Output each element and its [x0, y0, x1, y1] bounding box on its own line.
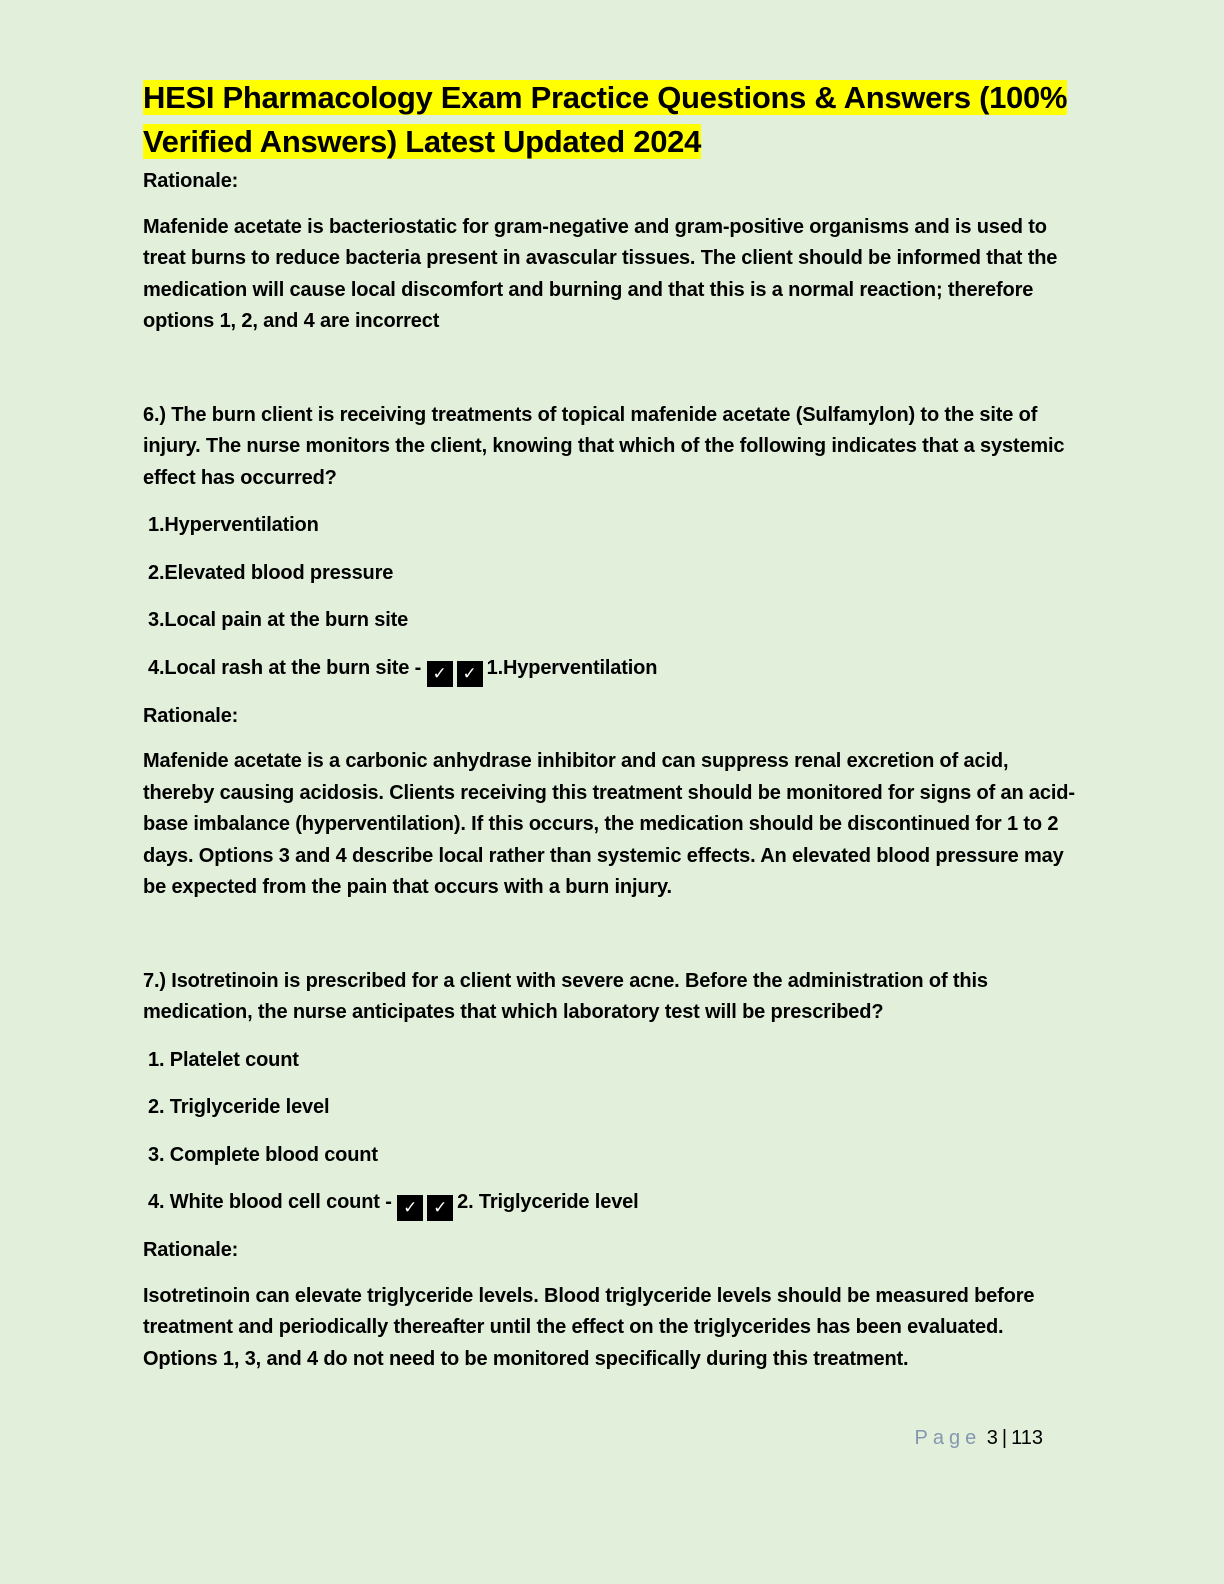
question-7-prompt: 7.) Isotretinoin is prescribed for a client with severe acne. Before the administration of this medication, the nurse anticipates that which laboratory test will be prescribed?: [143, 969, 988, 1023]
question-6-option-1: 1.Hyperventilation: [148, 514, 319, 536]
question-7-option-2: 2. Triglyceride level: [148, 1096, 330, 1118]
footer-separator: |: [1001, 1427, 1008, 1449]
question-7-answer: 2. Triglyceride level: [457, 1191, 639, 1213]
footer-page-number: 3: [986, 1427, 998, 1449]
question-6-option-2: 2.Elevated blood pressure: [148, 561, 394, 584]
document-title-text: HESI Pharmacology Exam Practice Questions & Answers (100% Verified Answers) Latest Updated 2024: [143, 80, 1068, 159]
question-7-option-4-with-answer: [143, 1187, 1083, 1221]
question-7-option-1: 1. Platelet count: [148, 1048, 299, 1071]
question-6-prompt: 6.) The burn client is receiving treatments of topical mafenide acetate (Sulfamylon) to the site of injury. The nurse monitors the client, knowing that which of the following indicates that a systemic effect has occurred?: [143, 403, 1065, 489]
question-7-rationale-text: Isotretinoin can elevate triglyceride levels. Blood triglyceride levels should be measured before treatment and periodically thereafter until the effect on the triglycerides has been evaluated. Options 1, 3, and 4 do not need to be monitored specifically during this treatment.: [143, 1284, 1035, 1370]
question-6-option-4-with-answer: [143, 653, 1083, 687]
question-6-answer: 1.Hyperventilation: [486, 656, 658, 679]
prev-rationale-label: Rationale:: [143, 170, 239, 192]
question-7-option-4: 4. White blood cell count -: [148, 1191, 398, 1213]
footer-page-word: Page: [914, 1427, 982, 1449]
footer-total-pages: 113: [1011, 1427, 1043, 1449]
question-7-rationale-label: Rationale:: [143, 1239, 239, 1261]
check-icon: ✓: [427, 1195, 453, 1221]
document-title: [143, 76, 1083, 164]
question-6-rationale-label: Rationale:: [143, 704, 239, 727]
prev-rationale-text: Mafenide acetate is bacteriostatic for gram-negative and gram-positive organisms and is used to treat burns to reduce bacteria present in avascular tissues. The client should be informed that the medication will cause local discomfort and burning and that this is a normal reaction; therefore options 1, 2, and 4 are incorrect: [143, 215, 1058, 332]
document-page: [143, 76, 1083, 1375]
check-icon: ✓: [397, 1195, 423, 1221]
question-7-option-3: 3. Complete blood count: [148, 1143, 378, 1166]
page-footer: [915, 1424, 1044, 1452]
check-icon: ✓: [457, 661, 483, 687]
question-6-option-4: 4.Local rash at the burn site -: [148, 656, 427, 679]
check-icon: ✓: [427, 661, 453, 687]
question-6-rationale-text: Mafenide acetate is a carbonic anhydrase inhibitor and can suppress renal excretion of acid, thereby causing acidosis. Clients receiving this treatment should be monitored for signs of an acid-base imbalance (hyperventilation). If this occurs, the medication should be discontinued for 1 to 2 days. Options 3 and 4 describe local rather than systemic effects. An elevated blood pressure may be expected from the pain that occurs with a burn injury.: [143, 750, 1075, 898]
question-6-option-3: 3.Local pain at the burn site: [148, 609, 409, 631]
